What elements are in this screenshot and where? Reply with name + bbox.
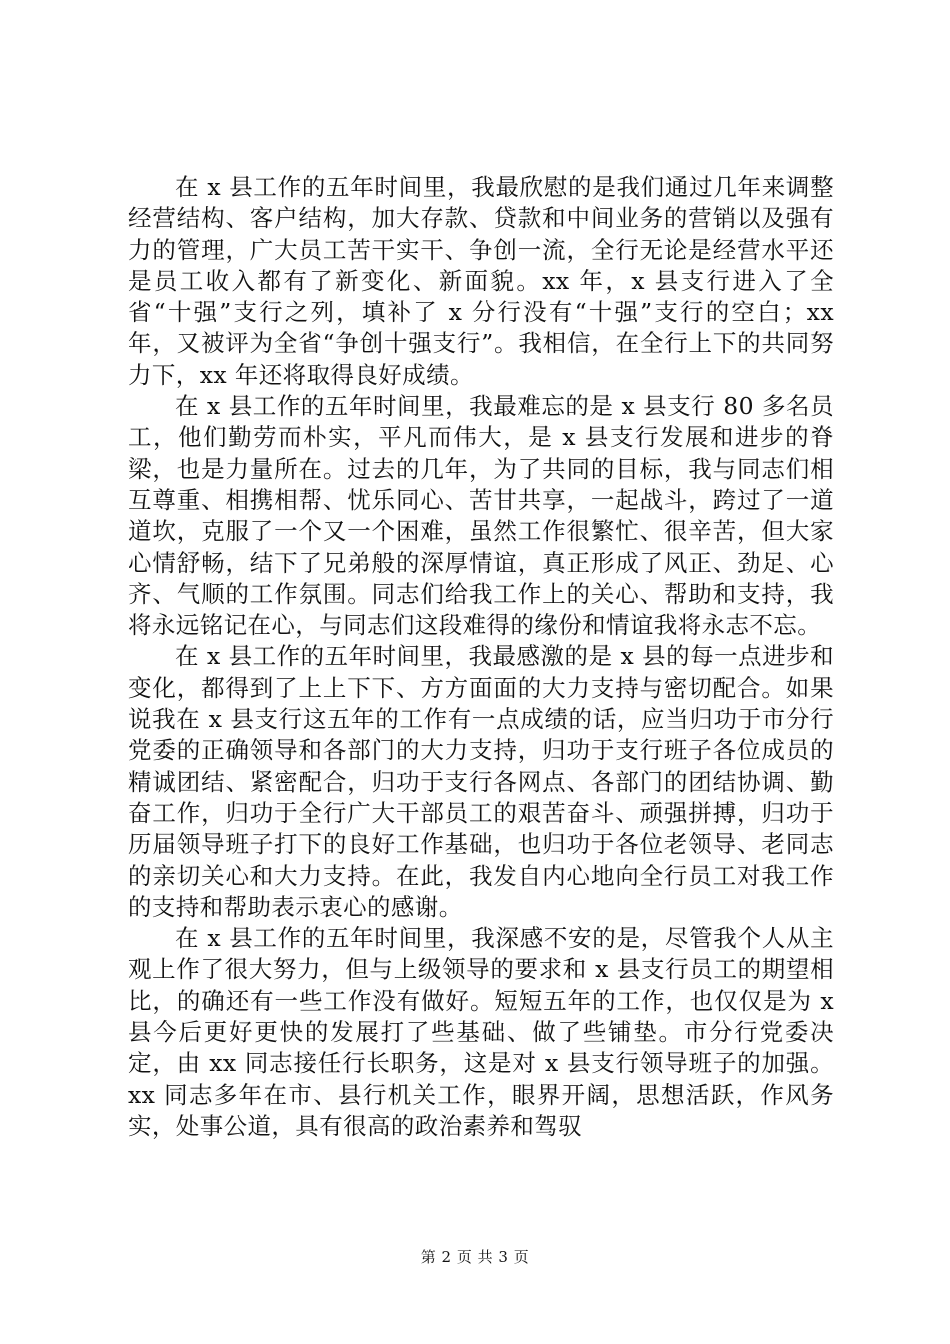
paragraph-3: 在 x 县工作的五年时间里，我最感激的是 x 县的每一点进步和变化，都得到了上上下下、方方面面的大力支持与密切配合。如果说我在 x 县支行这五年的工作有一点成绩的话，应当归功于市分行党委的正确领导和各部门的大力支持，归功于支行班子各位成员的精诚团结、紧密配合，归功于支行各网点、各部门的团结协调、勤奋工作，归功于全行广大干部员工的艰苦奋斗、顽强拼搏，归功于历届领导班子打下的良好工作基础，也归功于各位老领导、老同志的亲切关心和大力支持。在此，我发自内心地向全行员工对我工作的支持和帮助表示衷心的感谢。 — [128, 642, 834, 921]
paragraph-4: 在 x 县工作的五年时间里，我深感不安的是，尽管我个人从主观上作了很大努力，但与上级领导的要求和 x 县支行员工的期望相比，的确还有一些工作没有做好。短短五年的工作，也仅仅是为 x 县今后更好更快的发展打了些基础、做了些铺垫。市分行党委决定，由 xx 同志接任行长职务，这是对 x 县支行领导班子的加强。xx 同志多年在市、县行机关工作，眼界开阔，思想活跃，作风务实，处事公道，具有很高的政治素养和驾驭 — [128, 924, 834, 1140]
page-number-footer: 第 2 页 共 3 页 — [420, 1248, 530, 1266]
paragraph-1: 在 x 县工作的五年时间里，我最欣慰的是我们通过几年来调整经营结构、客户结构，加大存款、贷款和中间业务的营销以及强有力的管理，广大员工苦干实干、争创一流，全行无论是经营水平还是员工收入都有了新变化、新面貌。xx 年，x 县支行进入了全省“十强”支行之列，填补了 x 分行没有“十强”支行的空白；xx 年，又被评为全省“争创十强支行”。我相信，在全行上下的共同努力下，xx 年还将取得良好成绩。 — [128, 173, 834, 389]
document-body — [128, 172, 834, 1142]
paragraph-2: 在 x 县工作的五年时间里，我最难忘的是 x 县支行 80 多名员工，他们勤劳而朴实，平凡而伟大，是 x 县支行发展和进步的脊梁，也是力量所在。过去的几年，为了共同的目标，我与同志们相互尊重、相携相帮、忧乐同心、苦甘共享，一起战斗，跨过了一道道坎，克服了一个又一个困难，虽然工作很繁忙、很辛苦，但大家心情舒畅，结下了兄弟般的深厚情谊，真正形成了风正、劲足、心齐、气顺的工作氛围。同志们给我工作上的关心、帮助和支持，我将永远铭记在心，与同志们这段难得的缘份和情谊我将永志不忘。 — [128, 392, 834, 640]
